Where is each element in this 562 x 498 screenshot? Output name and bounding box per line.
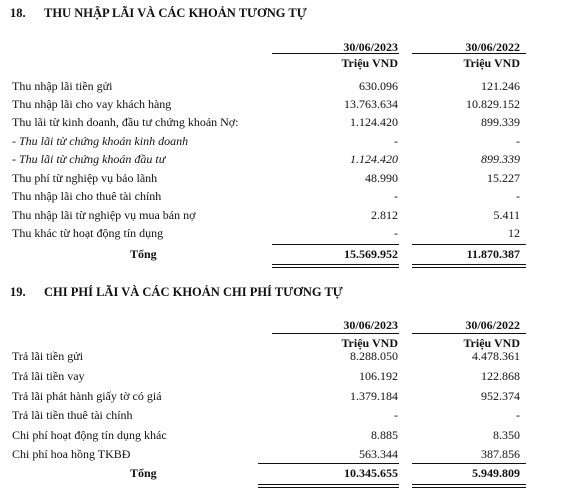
section-18-heading bbox=[0, 6, 307, 21]
row-value-2022: 121.246 bbox=[481, 79, 520, 93]
table-row bbox=[0, 113, 562, 131]
s19-total-row bbox=[0, 464, 562, 482]
row-label: Chi phí hoạt động tín dụng khác bbox=[12, 428, 167, 442]
total-value-2023: 15.569.952 bbox=[344, 247, 398, 261]
total-label: Tổng bbox=[130, 247, 157, 261]
s18-col1-total-double-rule bbox=[272, 264, 399, 268]
row-value-2022: 387.856 bbox=[481, 447, 520, 461]
total-label: Tổng bbox=[130, 466, 157, 480]
row-value-2023: 48.990 bbox=[365, 171, 398, 185]
row-label: Chi phí hoa hồng TKBĐ bbox=[12, 447, 131, 461]
row-value-2022: 952.374 bbox=[481, 389, 520, 403]
table-row bbox=[0, 150, 562, 168]
row-value-2022: 10.829.152 bbox=[466, 97, 520, 111]
s18-col1-unit: Triệu VND bbox=[341, 56, 398, 70]
row-label: Thu phí từ nghiệp vụ bảo lãnh bbox=[12, 171, 158, 185]
section-19-title: CHI PHÍ LÃI VÀ CÁC KHOẢN CHI PHÍ TƯƠNG TỰ bbox=[44, 285, 343, 299]
table-row bbox=[0, 206, 562, 224]
total-value-2022: 11.870.387 bbox=[466, 247, 520, 261]
row-value-2023: 106.192 bbox=[359, 369, 398, 383]
s19-col2-header-rule bbox=[412, 333, 526, 334]
s19-col1-unit: Triệu VND bbox=[341, 336, 398, 350]
row-label: Trả lãi tiền vay bbox=[12, 369, 85, 383]
section-18-number: 18. bbox=[10, 6, 26, 20]
table-row bbox=[0, 95, 562, 113]
s18-col1-date: 30/06/2023 bbox=[343, 40, 398, 54]
row-value-2022: - bbox=[516, 408, 520, 422]
row-value-2022: 899.339 bbox=[481, 152, 520, 166]
row-label: Thu nhập lãi cho vay khách hàng bbox=[12, 97, 172, 111]
section-19-heading bbox=[0, 285, 343, 300]
row-label: Thu nhập lãi từ nghiệp vụ mua bán nợ bbox=[12, 208, 196, 222]
table-row bbox=[0, 77, 562, 95]
table-row bbox=[0, 132, 562, 150]
row-value-2022: 4.478.361 bbox=[472, 349, 520, 363]
total-value-2022: 5.949.809 bbox=[472, 466, 520, 480]
s18-col2-total-double-rule bbox=[412, 264, 526, 268]
section-19-number: 19. bbox=[10, 285, 26, 299]
row-label: Thu lãi từ kinh doanh, đầu tư chứng khoán Nợ: bbox=[12, 115, 239, 129]
s19-col1-total-double-rule bbox=[258, 484, 399, 488]
row-label: Trả lãi tiền thuê tài chính bbox=[12, 408, 133, 422]
row-label: Thu khác từ hoạt động tín dụng bbox=[12, 226, 164, 240]
s19-col1-date: 30/06/2023 bbox=[343, 318, 398, 332]
row-value-2023: 1.379.184 bbox=[350, 389, 398, 403]
table-row bbox=[0, 367, 562, 385]
row-value-2023: - bbox=[394, 189, 398, 203]
table-row bbox=[0, 169, 562, 187]
table-row bbox=[0, 347, 562, 365]
row-value-2023: - bbox=[394, 226, 398, 240]
table-row bbox=[0, 224, 562, 242]
s19-col2-date: 30/06/2022 bbox=[465, 318, 520, 332]
row-value-2022: 899.339 bbox=[481, 115, 520, 129]
row-value-2023: - bbox=[394, 134, 398, 148]
row-value-2023: 2.812 bbox=[371, 208, 398, 222]
row-value-2022: 15.227 bbox=[487, 171, 520, 185]
row-value-2023: 8.288.050 bbox=[350, 349, 398, 363]
row-value-2022: - bbox=[516, 189, 520, 203]
s18-col1-header-rule bbox=[272, 53, 399, 54]
row-value-2023: 1.124.420 bbox=[350, 152, 398, 166]
s18-col2-unit: Triệu VND bbox=[463, 56, 520, 70]
table-row bbox=[0, 426, 562, 444]
row-label: Trả lãi phát hành giấy tờ có giá bbox=[12, 389, 162, 403]
s19-col2-unit: Triệu VND bbox=[463, 336, 520, 350]
row-value-2022: 8.350 bbox=[493, 428, 520, 442]
row-label: Trả lãi tiền gửi bbox=[12, 349, 84, 363]
row-value-2023: 8.885 bbox=[371, 428, 398, 442]
row-value-2022: 122.868 bbox=[481, 369, 520, 383]
total-value-2023: 10.345.655 bbox=[344, 466, 398, 480]
row-value-2022: 5.411 bbox=[493, 208, 520, 222]
row-label: Thu nhập lãi tiền gửi bbox=[12, 79, 113, 93]
s19-col1-header-rule bbox=[272, 333, 399, 334]
section-18-title: THU NHẬP LÃI VÀ CÁC KHOẢN TƯƠNG TỰ bbox=[44, 6, 307, 20]
row-value-2022: - bbox=[516, 134, 520, 148]
row-value-2023: 630.096 bbox=[359, 79, 398, 93]
table-row bbox=[0, 187, 562, 205]
row-value-2023: 13.763.634 bbox=[344, 97, 398, 111]
table-row bbox=[0, 406, 562, 424]
row-value-2022: 12 bbox=[508, 226, 520, 240]
s18-col2-date: 30/06/2022 bbox=[465, 40, 520, 54]
row-label: Thu nhập lãi cho thuê tài chính bbox=[12, 189, 162, 203]
s19-col2-total-double-rule bbox=[412, 484, 526, 488]
row-value-2023: - bbox=[394, 408, 398, 422]
row-value-2023: 1.124.420 bbox=[350, 115, 398, 129]
row-label: - Thu lãi từ chứng khoán kinh doanh bbox=[12, 134, 189, 148]
table-row bbox=[0, 445, 562, 463]
row-value-2023: 563.344 bbox=[359, 447, 398, 461]
row-label: - Thu lãi từ chứng khoán đầu tư bbox=[12, 152, 166, 166]
s18-total-row bbox=[0, 245, 562, 263]
table-row bbox=[0, 387, 562, 405]
s18-col2-header-rule bbox=[412, 53, 526, 54]
